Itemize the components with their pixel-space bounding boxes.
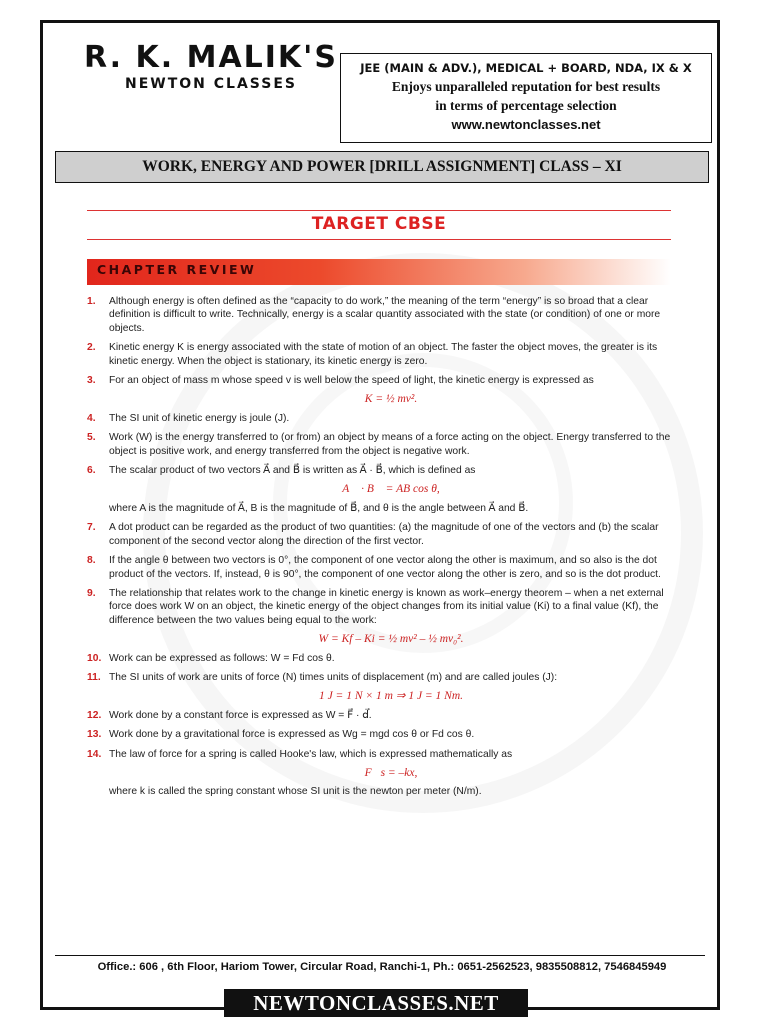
brand-logo bbox=[81, 41, 341, 93]
item-number: 13. bbox=[87, 729, 102, 741]
review-item bbox=[87, 748, 673, 761]
item-formula: W = Kf – Ki = ½ mv² – ½ mv₀². bbox=[318, 633, 464, 646]
info-box bbox=[340, 53, 712, 143]
item-text: The scalar product of two vectors A⃗ and B⃗ is written as A⃗ · B⃗, which is defined as bbox=[109, 465, 476, 477]
review-item bbox=[87, 431, 673, 458]
item-text: For an object of mass m whose speed v is well below the speed of light, the kinetic energy is expressed as bbox=[109, 375, 594, 387]
item-text: Work done by a gravitational force is expressed as Wg = mgd cos θ or Fd cos θ. bbox=[109, 729, 475, 741]
review-item bbox=[87, 521, 673, 548]
item-text: If the angle θ between two vectors is 0°, the component of one vector along the other is maximum, and so also is the dot product of the vectors. If, instead, θ is 90°, the component of one vector along the other is zero, and so is the dot product. bbox=[109, 555, 661, 580]
website-link[interactable]: www.newtonclasses.net bbox=[451, 117, 601, 132]
item-continuation: where A is the magnitude of A⃗, B is the magnitude of B⃗, and θ is the angle between A⃗ and B⃗. bbox=[109, 502, 529, 514]
target-rule-bottom bbox=[87, 239, 671, 240]
item-formula: F⃗s = –kx, bbox=[364, 766, 418, 779]
target-title: TARGET CBSE bbox=[311, 214, 447, 234]
item-text: Kinetic energy K is energy associated with the state of motion of an object. The faster the object moves, the greater is its kinetic energy. When the object is stationary, its kinetic energy is zero. bbox=[109, 342, 658, 367]
item-number: 2. bbox=[87, 342, 96, 354]
site-banner[interactable]: NEWTONCLASSES.NET bbox=[224, 989, 528, 1017]
item-text: Work can be expressed as follows: W = Fd cos θ. bbox=[109, 652, 335, 664]
info-courses: JEE (MAIN & ADV.), MEDICAL + BOARD, NDA, IX & X bbox=[360, 61, 692, 75]
assignment-title: WORK, ENERGY AND POWER [DRILL ASSIGNMENT] CLASS – XI bbox=[55, 151, 709, 183]
chapter-review-list bbox=[87, 295, 673, 805]
info-reputation: Enjoys unparalleled reputation for best results bbox=[391, 79, 661, 94]
info-selection: in terms of percentage selection bbox=[435, 98, 617, 113]
review-item bbox=[87, 374, 673, 387]
item-text: A dot product can be regarded as the product of two quantities: (a) the magnitude of one of the vectors and (b) the scalar component of the second vector along the direction of the first vector. bbox=[109, 522, 659, 547]
item-number: 1. bbox=[87, 296, 96, 307]
item-text: The SI units of work are units of force (N) times units of displacement (m) and are called joules (J): bbox=[109, 671, 558, 683]
target-rule-top bbox=[87, 210, 671, 211]
item-number: 9. bbox=[87, 587, 96, 599]
review-item bbox=[87, 412, 673, 425]
item-number: 7. bbox=[87, 522, 96, 534]
footer-rule bbox=[55, 955, 705, 956]
item-text: The law of force for a spring is called Hooke's law, which is expressed mathematically as bbox=[109, 748, 513, 760]
review-item bbox=[87, 671, 673, 684]
brand-name: R. K. MALIK'S bbox=[84, 40, 338, 75]
review-item bbox=[87, 295, 673, 335]
item-formula: A⃗ · B⃗ = AB cos θ, bbox=[342, 483, 440, 496]
item-text: Work (W) is the energy transferred to (or from) an object by means of a force acting on the object. Energy transferred to the object is positive work, and energy transferred from the object is negative work. bbox=[109, 432, 671, 457]
item-text: The SI unit of kinetic energy is joule (J). bbox=[109, 412, 290, 424]
review-item bbox=[87, 464, 673, 477]
item-continuation: where k is called the spring constant whose SI unit is the newton per meter (N/m). bbox=[109, 786, 482, 798]
chapter-review-band bbox=[87, 259, 671, 285]
review-item bbox=[87, 652, 673, 665]
page-frame bbox=[40, 20, 720, 1010]
item-number: 3. bbox=[87, 375, 96, 387]
item-text: Work done by a constant force is expressed as W = F⃗ · d⃗. bbox=[109, 709, 372, 721]
item-number: 4. bbox=[87, 412, 96, 424]
item-number: 6. bbox=[87, 465, 96, 477]
item-formula: 1 J = 1 N × 1 m ⇒ 1 J = 1 Nm. bbox=[318, 690, 464, 703]
review-item bbox=[87, 709, 673, 722]
review-item bbox=[87, 554, 673, 581]
review-item bbox=[87, 587, 673, 627]
item-number: 12. bbox=[87, 709, 102, 721]
brand-subtitle: NEWTON CLASSES bbox=[125, 76, 297, 92]
review-item bbox=[87, 728, 673, 741]
review-item bbox=[87, 341, 673, 368]
item-text: The relationship that relates work to the change in kinetic energy is known as work–energy theorem – when a net external force does work W on an object, the kinetic energy of the object changes from its initial value (Ki) to a final value (Kf), the difference between the two values being equal to the work: bbox=[109, 587, 664, 626]
item-number: 14. bbox=[87, 748, 102, 760]
item-number: 11. bbox=[87, 671, 101, 683]
item-number: 5. bbox=[87, 432, 96, 444]
item-number: 10. bbox=[87, 652, 102, 664]
item-formula: K = ½ mv². bbox=[364, 393, 418, 406]
office-address: Office.: 606 , 6th Floor, Hariom Tower, Circular Road, Ranchi-1, Ph.: 0651-2562523, 9835508812, 7546845949 bbox=[97, 961, 667, 973]
item-number: 8. bbox=[87, 555, 96, 567]
item-text: Although energy is often defined as the “capacity to do work,” the meaning of the term “energy” is so broad that a clear definition is difficult to write. Technically, energy is a scalar quantity associated with the state (or condition) of one or more objects. bbox=[109, 296, 661, 334]
chapter-title: CHAPTER REVIEW bbox=[97, 262, 257, 277]
